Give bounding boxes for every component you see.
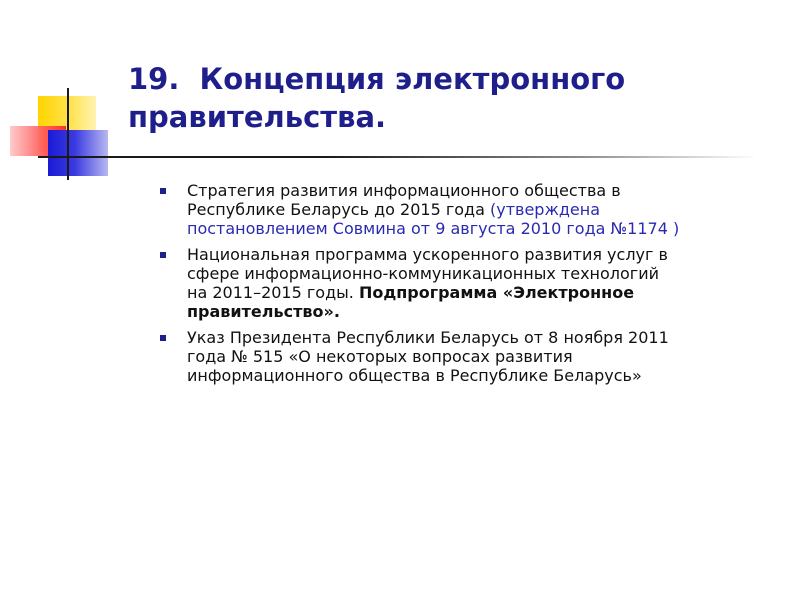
bullet-list: [160, 181, 680, 392]
bullet-item: [160, 181, 680, 238]
bullet-accent-text: (утверждена постановлением Совмина от 9 августа 2010 года №1174 ): [187, 200, 680, 238]
bullet-item: [160, 245, 680, 321]
bullet-text: Стратегия развития информационного общества в Республике Беларусь до 2015 года: [187, 181, 621, 219]
bullet-item: [160, 328, 680, 385]
decorative-vertical-line: [67, 88, 69, 180]
decorative-blue-square: [48, 130, 108, 176]
slide-title-text: Концепция электронного правительства.: [128, 62, 626, 134]
bullet-square-icon: [160, 252, 166, 258]
bullet-bold-text: Подпрограмма «Электронное правительство».: [187, 283, 635, 321]
bullet-text: Указ Президента Республики Беларусь от 8 ноября 2011 года № 515 «О некоторых вопросах развития информационного общества в Республике Беларусь»: [187, 328, 669, 385]
bullet-text: Национальная программа ускоренного развития услуг в сфере информационно-коммуникационных технологий на 2011–2015 годы.: [187, 245, 668, 302]
slide-number: 19.: [128, 62, 180, 96]
bullet-square-icon: [160, 335, 166, 341]
title-underline: [38, 156, 758, 158]
slide-title: [128, 60, 768, 136]
bullet-square-icon: [160, 188, 166, 194]
